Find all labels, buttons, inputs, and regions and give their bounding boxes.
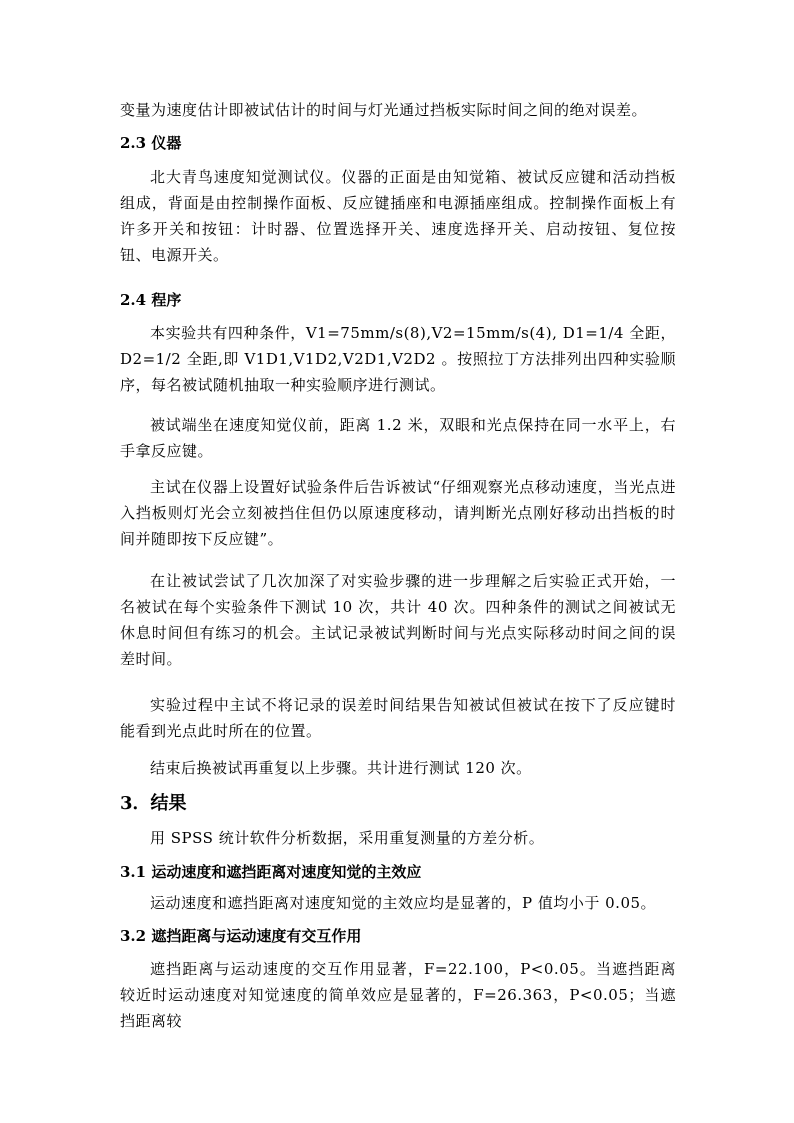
paragraph-instrument: 北大青鸟速度知觉测试仪。仪器的正面是由知觉箱、被试反应键和活动挡板组成，背面是由控制操作面板、反应键插座和电源插座组成。控制操作面板上有许多开关和按钮：计时器、位置选择开关、速度选择开关、启动按钮、复位按钮、电源开关。 [120,168,676,264]
paragraph-procedure-2: 被试端坐在速度知觉仪前，距离 1.2 米，双眼和光点保持在同一水平上，右手拿反应键。 [120,416,676,460]
paragraph-procedure-1: 本实验共有四种条件，V1=75mm/s(8),V2=15mm/s(4), D1=1/4 全距，D2=1/2 全距,即 V1D1,V1D2,V2D1,V2D2 。按照拉丁方法排列出四种实验顺序，每名被试随机抽取一种实验顺序进行测试。 [120,324,676,394]
paragraph-procedure-4: 在让被试尝试了几次加深了对实验步骤的进一步理解之后实验正式开始，一名被试在每个实验条件下测试 10 次，共计 40 次。四种条件的测试之间被试无休息时间但有练习的机会。主试记录被试判断时间与光点实际移动时间之间的误差时间。 [120,572,676,668]
paragraph-results: 用 SPSS 统计软件分析数据，采用重复测量的方差分析。 [150,829,545,847]
heading-3-2: 3.2 遮挡距离与运动速度有交互作用 [120,927,362,945]
heading-2-3: 2.3 仪器 [120,134,182,152]
paragraph-3-1: 运动速度和遮挡距离对速度知觉的主效应均是显著的，P 值均小于 0.05。 [150,894,657,912]
heading-3-1: 3.1 运动速度和遮挡距离对速度知觉的主效应 [120,863,422,881]
paragraph-intro: 变量为速度估计即被试估计的时间与灯光通过挡板实际时间之间的绝对误差。 [120,101,648,119]
heading-2-4: 2.4 程序 [120,291,182,309]
paragraph-procedure-6: 结束后换被试再重复以上步骤。共计进行测试 120 次。 [150,759,532,777]
paragraph-procedure-3: 主试在仪器上设置好试验条件后告诉被试“仔细观察光点移动速度，当光点进入挡板则灯光会立刻被挡住但仍以原速度移动，请判断光点刚好移动出挡板的时间并随即按下反应键”。 [120,478,676,548]
paragraph-3-2: 遮挡距离与运动速度的交互作用显著，F=22.100，P<0.05。当遮挡距离较近时运动速度对知觉速度的简单效应是显著的，F=26.363，P<0.05；当遮挡距离较 [120,960,676,1030]
heading-3-results: 3．结果 [120,793,187,814]
paragraph-procedure-5: 实验过程中主试不将记录的误差时间结果告知被试但被试在按下了反应键时能看到光点此时所在的位置。 [120,696,676,740]
